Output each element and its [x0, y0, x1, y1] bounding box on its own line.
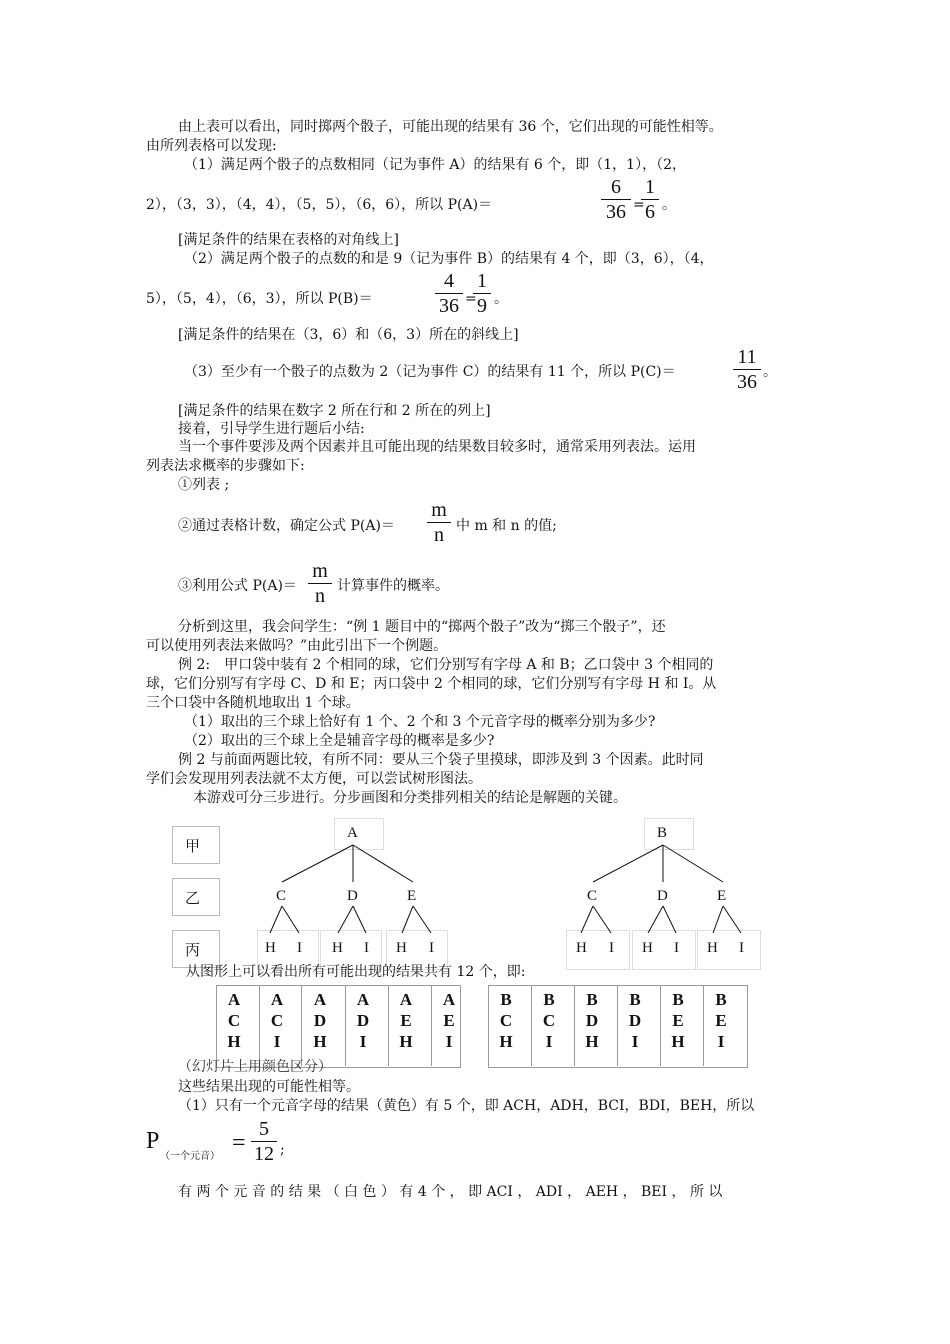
tree-node-E: E — [717, 888, 727, 904]
text-line: 这些结果出现的可能性相等。 — [178, 1079, 360, 1095]
tree-leaf-H: H — [707, 940, 718, 956]
equals: = — [232, 1130, 246, 1156]
tree-leaf-H: H — [576, 940, 587, 956]
text-line: 2），（3，3），（4，4），（5，5），（6，6），所以 P(A)＝ — [146, 197, 493, 213]
text-line: 可以使用列表法来做吗？”由此引出下一个例题。 — [146, 638, 448, 654]
fraction-pc: 11 36 — [733, 346, 761, 393]
tree-leaf-H: H — [396, 940, 407, 956]
text-line: 从图形上可以看出所有可能出现的结果共有 12 个，即: — [186, 964, 526, 980]
text-line: 计算事件的概率。 — [337, 578, 449, 594]
fraction-mn: m n — [427, 499, 451, 546]
tree-node-A: A — [347, 825, 358, 841]
outcome-AEH: A E H — [399, 990, 413, 1051]
outcome-ACH: A C H — [227, 990, 241, 1051]
text-line: （1）满足两个骰子的点数相同（记为事件 A）的结果有 6 个，即（1，1），（2， — [184, 157, 686, 173]
divider — [531, 985, 532, 1066]
tree-leaf-I: I — [429, 940, 434, 956]
row-label-bing: 丙 — [185, 943, 201, 959]
fraction-pb-2: 1 9 — [473, 270, 491, 317]
outcome-ADH: A D H — [313, 990, 327, 1051]
text-line: 列表法求概率的步骤如下: — [146, 458, 305, 474]
text-line: （2）取出的三个球上全是辅音字母的概率是多少? — [184, 733, 495, 749]
text-line: 中 m 和 n 的值; — [456, 518, 557, 534]
text-line: [满足条件的结果在（3，6）和（6，3）所在的斜线上] — [178, 327, 519, 343]
outcome-BEH: B E H — [671, 990, 685, 1051]
divider — [259, 985, 260, 1066]
text-line: （1）只有一个元音字母的结果（黄色）有 5 个，即 ACH，ADH，BCI，BDI，BEH，所以 — [178, 1098, 755, 1114]
fraction-mn: m n — [308, 560, 332, 607]
text-line: 接着，引导学生进行题后小结: — [178, 421, 365, 437]
text-line: （2）满足两个骰子的点数的和是 9（记为事件 B）的结果有 4 个，即（3，6），（4， — [184, 251, 714, 267]
text-line: 本游戏可分三步进行。分步画图和分类排列相关的结论是解题的关键。 — [193, 790, 627, 806]
fraction-pa-2: 1 6 — [641, 176, 659, 223]
text-line: 例 2 与前面两题比较，有所不同：要从三个袋子里摸球，即涉及到 3 个因素。此时同 — [178, 752, 704, 768]
text-line: 由所列表格可以发现: — [146, 138, 277, 154]
outcome-BCH: B C H — [499, 990, 513, 1051]
row-label-yi: 乙 — [185, 891, 201, 907]
text-line: 分析到这里，我会问学生：“例 1 题目中的“掷两个骰子”改为“掷三个骰子”，还 — [178, 619, 666, 635]
tree-leaf-H: H — [332, 940, 343, 956]
outcome-ACI: A C I — [270, 990, 284, 1051]
prob-subscript: （一个元音） — [160, 1151, 220, 1162]
divider — [617, 985, 618, 1066]
text-line: 例 2: 甲口袋中装有 2 个相同的球，它们分别写有字母 A 和 B；乙口袋中 3 个相同的 — [178, 657, 714, 673]
period: 。 — [662, 197, 676, 213]
equals: = — [633, 197, 645, 213]
divider — [301, 985, 302, 1066]
outcome-BDH: B D H — [585, 990, 599, 1051]
tree-node-E: E — [407, 888, 417, 904]
tree-node-D: D — [347, 888, 358, 904]
text-line: 球，它们分别写有字母 C、D 和 E；丙口袋中 2 个相同的球，它们分别写有字母 H 和 I。从 — [146, 676, 717, 692]
divider — [703, 985, 704, 1066]
tree-leaf-I: I — [364, 940, 369, 956]
divider — [431, 985, 432, 1066]
text-line: 有 两 个 元 音 的 结 果 （ 白 色 ） 有 4 个 ， 即 ACI ， ADI ， AEH ， BEI ， 所 以 — [178, 1184, 723, 1200]
tree-leaf-I: I — [609, 940, 614, 956]
fraction-one-vowel: 5 12 — [251, 1118, 277, 1165]
semicolon: ; — [280, 1142, 285, 1158]
text-line: 学们会发现用列表法就不太方便，可以尝试树形图法。 — [146, 771, 482, 787]
text-line: [满足条件的结果在数字 2 所在行和 2 所在的列上] — [178, 403, 491, 419]
tree-leaf-H: H — [265, 940, 276, 956]
tree-node-C: C — [587, 888, 598, 904]
outcomes-group-A — [216, 985, 461, 1068]
equals: = — [465, 291, 477, 307]
row-label-jia: 甲 — [185, 839, 201, 855]
text-line: 三个口袋中各随机地取出 1 个球。 — [146, 695, 360, 711]
divider — [345, 985, 346, 1066]
divider — [574, 985, 575, 1066]
fraction-pa-1: 6 36 — [601, 176, 631, 223]
text-line: 由上表可以看出，同时掷两个骰子，可能出现的结果有 36 个，它们出现的可能性相等。 — [178, 119, 723, 135]
outcome-BDI: B D I — [628, 990, 642, 1051]
tree-node-C: C — [276, 888, 287, 904]
tree-leaf-H: H — [642, 940, 653, 956]
tree-leaf-I: I — [674, 940, 679, 956]
divider — [660, 985, 661, 1066]
tree-leaf-I: I — [297, 940, 302, 956]
outcome-AEI: A E I — [442, 990, 456, 1051]
outcome-BEI: B E I — [715, 990, 727, 1051]
text-line: ③利用公式 P(A)＝ — [178, 578, 297, 594]
text-line: [满足条件的结果在表格的对角线上] — [178, 232, 399, 248]
period: 。 — [763, 364, 777, 380]
tree-node-B: B — [657, 825, 668, 841]
divider — [388, 985, 389, 1066]
text-line: （幻灯片上用颜色区分） — [178, 1059, 332, 1075]
outcome-BCI: B C I — [542, 990, 556, 1051]
fraction-pb-1: 4 36 — [435, 270, 463, 317]
text-line: ①列表 ; — [178, 477, 230, 493]
outcome-ADI: A D I — [356, 990, 370, 1051]
tree-node-D: D — [657, 888, 668, 904]
text-line: 5），（5，4），（6，3），所以 P(B)＝ — [146, 291, 373, 307]
prob-symbol: P — [146, 1128, 160, 1154]
text-line: （1）取出的三个球上恰好有 1 个、2 个和 3 个元音字母的概率分别为多少? — [184, 714, 656, 730]
text-line: ②通过表格计数，确定公式 P(A)＝ — [178, 518, 395, 534]
text-line: 当一个事件要涉及两个因素并且可能出现的结果数目较多时，通常采用列表法。运用 — [178, 439, 696, 455]
period: 。 — [494, 291, 508, 307]
tree-leaf-I: I — [739, 940, 744, 956]
text-line: （3）至少有一个骰子的点数为 2（记为事件 C）的结果有 11 个，所以 P(C)＝ — [184, 364, 676, 380]
